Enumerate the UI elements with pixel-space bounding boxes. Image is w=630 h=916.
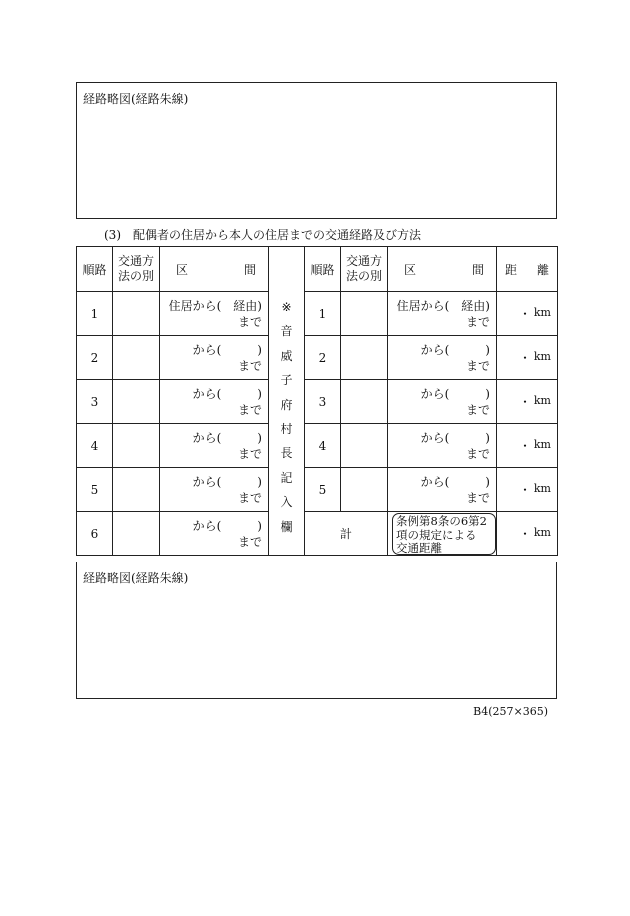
route-sketch-box-bottom[interactable] [76, 562, 557, 699]
method-input[interactable] [113, 292, 160, 336]
section-input[interactable]: 住居から( 経由) まで [160, 292, 269, 336]
header-distance: 距 離 [497, 247, 558, 292]
section-input[interactable]: から( ) まで [160, 380, 269, 424]
method-input[interactable] [341, 336, 388, 380]
section-input[interactable]: 住居から( 経由) まで [388, 292, 497, 336]
distance-input[interactable]: ・ km [497, 336, 558, 380]
paper-size-note: B4(257×365) [473, 705, 548, 718]
section-input[interactable]: から( ) まで [388, 380, 497, 424]
header-method-right: 交通方 法の別 [341, 247, 388, 292]
distance-input[interactable]: ・ km [497, 380, 558, 424]
table-row: 4 から( ) まで 4 から( ) まで ・ km [77, 424, 558, 468]
distance-input[interactable]: ・ km [497, 468, 558, 512]
route-sketch-box-top[interactable] [76, 82, 557, 219]
section-input[interactable]: から( ) まで [160, 468, 269, 512]
method-input[interactable] [341, 292, 388, 336]
table-row: 5 から( ) まで 5 から( ) まで ・ km [77, 468, 558, 512]
header-row [77, 247, 558, 292]
section-input[interactable]: から( ) まで [160, 512, 269, 556]
table-row: 1 住居から( 経由) まで 1 住居から( 経由) まで ・ km [77, 292, 558, 336]
section-input[interactable]: から( ) まで [388, 424, 497, 468]
table-row: 6 から( ) まで 計 条例第8条の6第2 項の規定による 交通距離 ・ km [77, 512, 558, 556]
section-input[interactable]: から( ) まで [160, 336, 269, 380]
table-row: 2 から( ) まで 2 から( ) まで ・ km [77, 336, 558, 380]
total-note-cell [388, 512, 497, 556]
route-sketch-title: 経路略図(経路朱線) [83, 92, 189, 106]
route-table [76, 246, 558, 556]
distance-input[interactable]: ・ km [497, 292, 558, 336]
header-method: 交通方 法の別 [113, 247, 160, 292]
method-input[interactable] [113, 380, 160, 424]
method-input[interactable] [341, 468, 388, 512]
header-order-right: 順路 [305, 247, 341, 292]
header-section: 区 間 [160, 247, 269, 292]
table-row: 3 から( ) まで 3 から( ) まで ・ km [77, 380, 558, 424]
method-input[interactable] [113, 336, 160, 380]
distance-input[interactable]: ・ km [497, 424, 558, 468]
total-label: 計 [305, 512, 388, 556]
header-order: 順路 [77, 247, 113, 292]
method-input[interactable] [113, 424, 160, 468]
mayor-note-column: ※ 音 威 子 府 村 長 記 入 欄 [269, 247, 305, 556]
method-input[interactable] [113, 468, 160, 512]
total-note-box: 条例第8条の6第2 項の規定による 交通距離 [392, 513, 496, 555]
section-title: (3) 配偶者の住居から本人の住居までの交通経路及び方法 [104, 228, 422, 242]
method-input[interactable] [113, 512, 160, 556]
section-input[interactable]: から( ) まで [388, 468, 497, 512]
method-input[interactable] [341, 424, 388, 468]
method-input[interactable] [341, 380, 388, 424]
total-distance-input[interactable]: ・ km [497, 512, 558, 556]
route-sketch-title-bottom: 経路略図(経路朱線) [83, 571, 189, 585]
section-input[interactable]: から( ) まで [160, 424, 269, 468]
section-input[interactable]: から( ) まで [388, 336, 497, 380]
header-section-right: 区 間 [388, 247, 497, 292]
